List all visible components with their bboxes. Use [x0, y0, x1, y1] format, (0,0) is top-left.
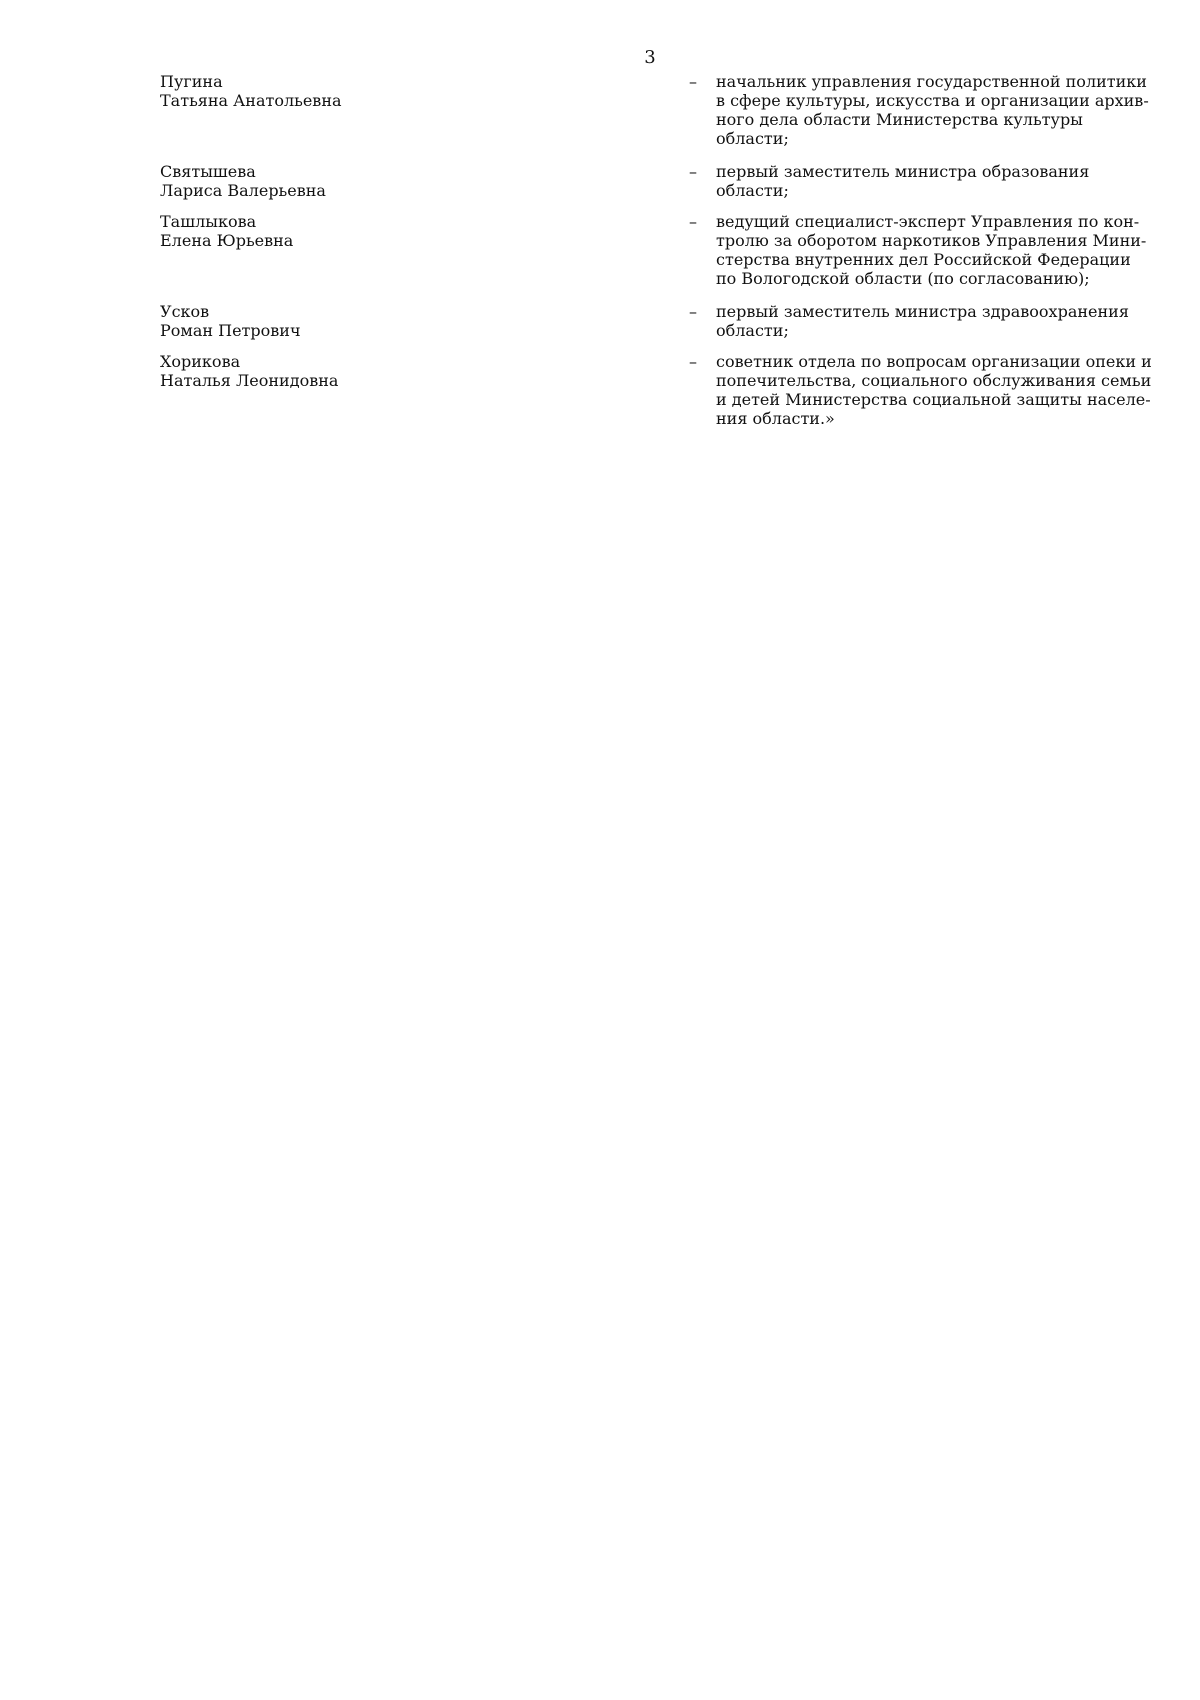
dash-separator: – [689, 352, 697, 371]
member-position [708, 162, 1200, 200]
member-surname: Святышева [160, 162, 256, 181]
dash-separator: – [689, 162, 697, 181]
position-line: советник отдела по вопросам организации опеки и [716, 352, 1152, 371]
member-surname: Пугина [160, 72, 223, 91]
member-name [160, 72, 520, 110]
member-position [708, 352, 1200, 428]
position-line: попечительства, социального обслуживания семьи [716, 371, 1152, 390]
member-surname: Усков [160, 302, 210, 321]
member-entry [160, 72, 1180, 148]
member-given-names: Елена Юрьевна [160, 231, 294, 250]
position-line: первый заместитель министра здравоохранения [716, 302, 1129, 321]
member-position [708, 212, 1200, 288]
member-entry [160, 212, 1180, 288]
position-line: тролю за оборотом наркотиков Управления Мини- [716, 231, 1147, 250]
position-line: в сфере культуры, искусства и организации архив- [716, 91, 1149, 110]
member-list [160, 72, 1180, 428]
member-entry [160, 302, 1180, 340]
position-line: и детей Министерства социальной защиты населе- [716, 390, 1151, 409]
member-surname: Ташлыкова [160, 212, 257, 231]
member-surname: Хорикова [160, 352, 241, 371]
member-given-names: Татьяна Анатольевна [160, 91, 342, 110]
dash-separator: – [689, 72, 697, 91]
position-line: области; [716, 181, 789, 200]
dash-separator: – [689, 302, 697, 321]
member-name [160, 162, 520, 200]
position-line: первый заместитель министра образования [716, 162, 1090, 181]
position-line: области; [716, 321, 789, 340]
position-line: ведущий специалист-эксперт Управления по кон- [716, 212, 1140, 231]
position-line: области; [716, 129, 789, 148]
member-given-names: Наталья Леонидовна [160, 371, 339, 390]
position-line: стерства внутренних дел Российской Федерации [716, 250, 1131, 269]
member-given-names: Роман Петрович [160, 321, 301, 340]
member-name [160, 302, 520, 340]
member-position [708, 302, 1200, 340]
member-entry [160, 162, 1180, 200]
dash-separator: – [689, 212, 697, 231]
position-line: по Вологодской области (по согласованию); [716, 269, 1090, 288]
member-name [160, 212, 520, 250]
member-entry [160, 352, 1180, 428]
position-line: начальник управления государственной политики [716, 72, 1147, 91]
position-line: ния области.» [716, 409, 835, 428]
page-number: 3 [644, 47, 656, 68]
member-given-names: Лариса Валерьевна [160, 181, 326, 200]
member-name [160, 352, 520, 390]
member-position [708, 72, 1200, 148]
position-line: ного дела области Министерства культуры [716, 110, 1083, 129]
